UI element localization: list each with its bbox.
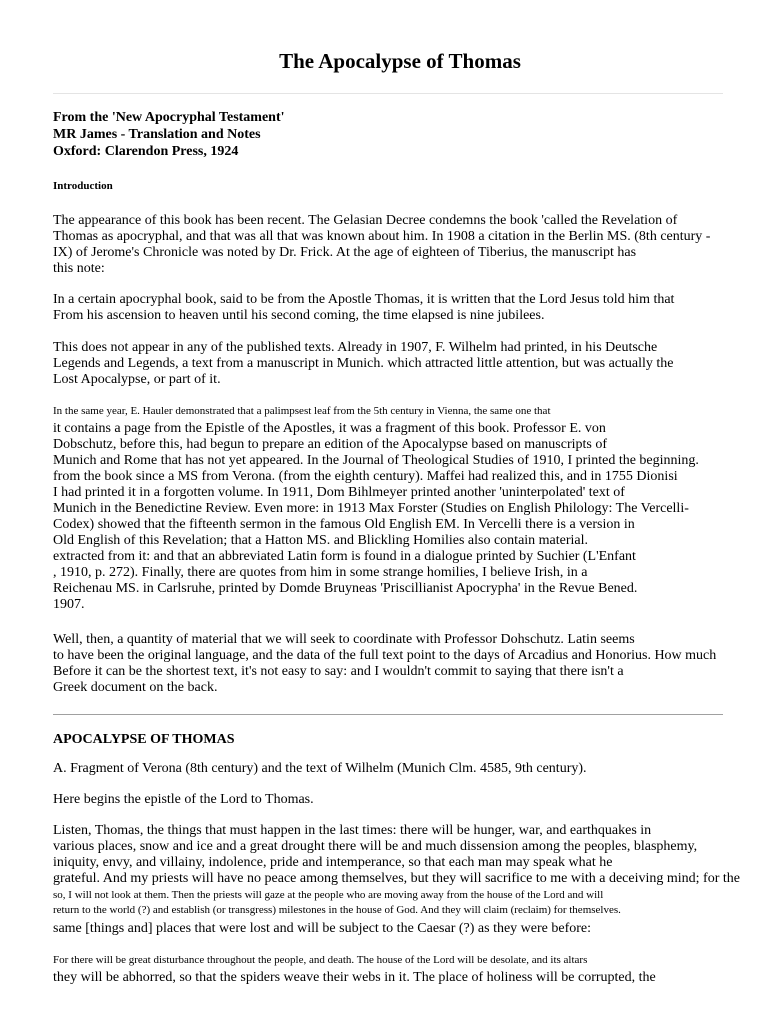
text-line: various places, snow and ice and a great drought there will be and much dissension among the peoples, blasphemy, [53,839,698,854]
text-line: Greek document on the back. [53,680,218,695]
text-line: Thomas as apocryphal, and that was all that was known about him. In 1908 a citation in the Berlin MS. (8th century - [53,229,711,244]
text-line: 1907. [53,597,85,612]
text-line: This does not appear in any of the published texts. Already in 1907, F. Wilhelm had printed, in his Deutsche [53,340,658,355]
text-line: they will be abhorred, so that the spiders weave their webs in it. The place of holiness will be corrupted, the [53,970,656,985]
intro-paragraph-1 [53,213,743,277]
intro-paragraph-5 [53,632,743,696]
text-line: return to the world (?) and establish (or transgress) milestones in the house of God. And they will claim (reclaim) for themselves. [53,904,621,916]
section-divider [53,714,723,715]
text-line: Listen, Thomas, the things that must happen in the last times: there will be hunger, war, and earthquakes in [53,823,652,838]
text-line: The appearance of this book has been recent. The Gelasian Decree condemns the book 'called the Revelation of [53,213,678,228]
apocalypse-heading: APOCALYPSE OF THOMAS [53,732,235,747]
intro-paragraph-2 [53,292,743,324]
text-line: it contains a page from the Epistle of the Apostles, it was a fragment of this book. Professor E. von [53,421,606,436]
source-line: Oxford: Clarendon Press, 1924 [53,144,239,159]
intro-paragraph-4-first-line: In the same year, E. Hauler demonstrated that a palimpsest leaf from the 5th century in Vienna, the same one that [53,405,551,417]
text-line: Reichenau MS. in Carlsruhe, printed by Domde Bruyneas 'Priscillianist Apocrypha' in the Revue Bened. [53,581,638,596]
text-line: Codex) showed that the fifteenth sermon in the famous Old English EM. In Vercelli there is a version in [53,517,635,532]
apocalypse-paragraph-3 [53,823,743,887]
apocalypse-paragraph-2: Here begins the epistle of the Lord to Thomas. [53,792,314,807]
text-line: From his ascension to heaven until his second coming, the time elapsed is nine jubilees. [53,308,545,323]
page-title: The Apocalypse of Thomas [279,49,521,73]
intro-paragraph-3 [53,340,743,388]
top-divider [53,93,723,94]
text-line: In a certain apocryphal book, said to be from the Apostle Thomas, it is written that the Lord Jesus told him that [53,292,675,307]
text-line: so, I will not look at them. Then the priests will gaze at the people who are moving away from the house of the Lord and will [53,889,604,901]
source-line: MR James - Translation and Notes [53,127,261,142]
text-line: extracted from it: and that an abbreviated Latin form is found in a dialogue printed by Suchier (L'Enfant [53,549,636,564]
text-line: Dobschutz, before this, had begun to prepare an edition of the Apocalypse based on manuscripts of [53,437,608,452]
text-line: IX) of Jerome's Chronicle was noted by Dr. Frick. At the age of eighteen of Tiberius, the manuscript has [53,245,637,260]
text-line: Before it can be the shortest text, it's not easy to say: and I wouldn't commit to saying that there isn't a [53,664,624,679]
apocalypse-paragraph-1: A. Fragment of Verona (8th century) and the text of Wilhelm (Munich Clm. 4585, 9th century). [53,761,587,776]
text-line: grateful. And my priests will have no peace among themselves, but they will sacrifice to me with a deceiving mind; for the [53,871,740,886]
text-line: this note: [53,261,105,276]
text-line: from the book since a MS from Verona. (from the eighth century). Maffei had realized this, and in 1755 Dionisi [53,469,678,484]
text-line: , 1910, p. 272). Finally, there are quotes from him in some strange homilies, I believe Irish, in a [53,565,588,580]
apocalypse-paragraph-4-first-line: For there will be great disturbance throughout the people, and death. The house of the Lord will be desolate, and its altars [53,954,588,966]
intro-paragraph-4 [53,421,743,613]
text-line: iniquity, envy, and villainy, indolence, pride and intemperance, so that each man may speak what he [53,855,613,870]
apocalypse-paragraph-3-small [53,888,743,918]
text-line: Well, then, a quantity of material that we will seek to coordinate with Professor Dohschutz. Latin seems [53,632,635,647]
source-line: From the 'New Apocryphal Testament' [53,110,285,125]
text-line: Munich and Rome that has not yet appeared. In the Journal of Theological Studies of 1910, I printed the beginning. [53,453,699,468]
text-line: Old English of this Revelation; that a Hatton MS. and Blickling Homilies also contain material. [53,533,589,548]
source-citation [53,109,743,160]
text-line: Munich in the Benedictine Review. Even more: in 1913 Max Forster (Studies on English Philology: The Vercelli- [53,501,689,516]
apocalypse-paragraph-4 [53,970,743,986]
text-line: Legends and Legends, a text from a manuscript in Munich. which attracted little attention, but was actually the [53,356,674,371]
text-line: I had printed it in a forgotten volume. In 1911, Dom Bihlmeyer printed another 'uninterpolated' text of [53,485,625,500]
text-line: to have been the original language, and the data of the full text point to the days of Arcadius and Honorius. How much [53,648,717,663]
text-line: Lost Apocalypse, or part of it. [53,372,221,387]
apocalypse-paragraph-3-end: same [things and] places that were lost and will be subject to the Caesar (?) as they were before: [53,921,592,936]
introduction-heading: Introduction [53,180,113,192]
